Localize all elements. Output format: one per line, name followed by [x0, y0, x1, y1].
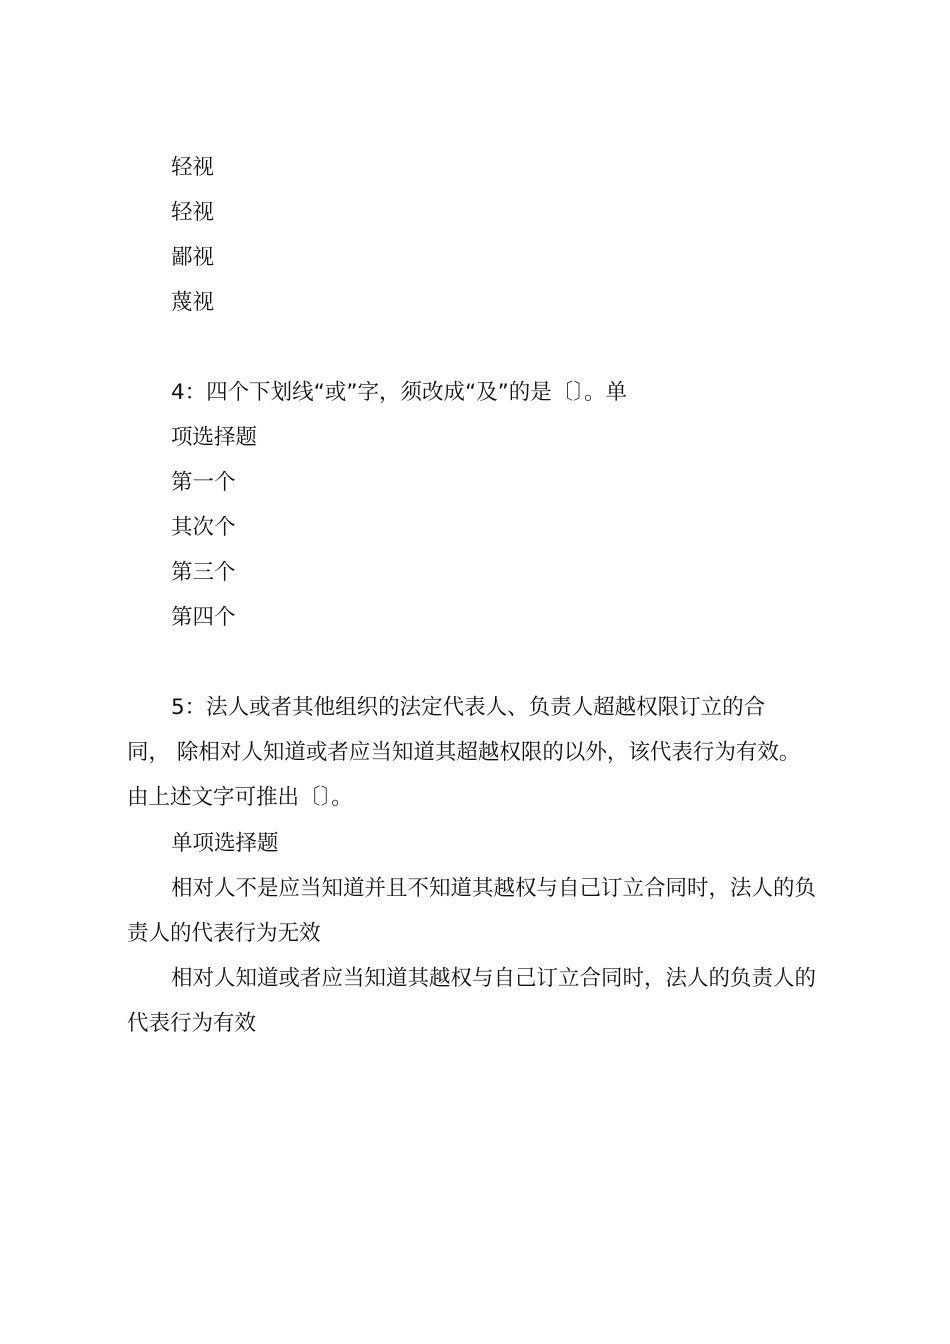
q3-option-d: 蔑视: [171, 290, 215, 315]
q5-stem-line3: 由上述文字可推出〔〕。: [127, 785, 353, 810]
q4-stem-line2: 项选择题: [171, 425, 258, 450]
q5-option-a-line2: 责人的代表行为无效: [127, 921, 321, 946]
q5-type-label: 单项选择题: [171, 831, 279, 856]
q4-option-d: 第四个: [171, 605, 236, 630]
q5-stem-line1: 5：法人或者其他组织的法定代表人、负责人超越权限订立的合: [171, 695, 766, 720]
q3-option-a: 轻视: [171, 155, 215, 180]
q5-stem-line2: 同， 除相对人知道或者应当知道其超越权限的以外，该代表行为有效。: [127, 740, 801, 765]
q4-stem-line1: 4：四个下划线“或”字，须改成“及”的是〔〕。单: [171, 380, 627, 405]
q4-option-c: 第三个: [171, 560, 236, 585]
q3-option-b: 轻视: [171, 200, 215, 225]
q5-option-a-line1: 相对人不是应当知道并且不知道其越权与自己订立合同时，法人的负: [171, 876, 817, 901]
q4-option-b: 其次个: [171, 515, 236, 540]
q5-option-b-line1: 相对人知道或者应当知道其越权与自己订立合同时，法人的负责人的: [171, 966, 817, 991]
q5-option-b-line2: 代表行为有效: [127, 1011, 257, 1036]
q4-option-a: 第一个: [171, 470, 236, 495]
q3-option-c: 鄙视: [171, 245, 215, 270]
